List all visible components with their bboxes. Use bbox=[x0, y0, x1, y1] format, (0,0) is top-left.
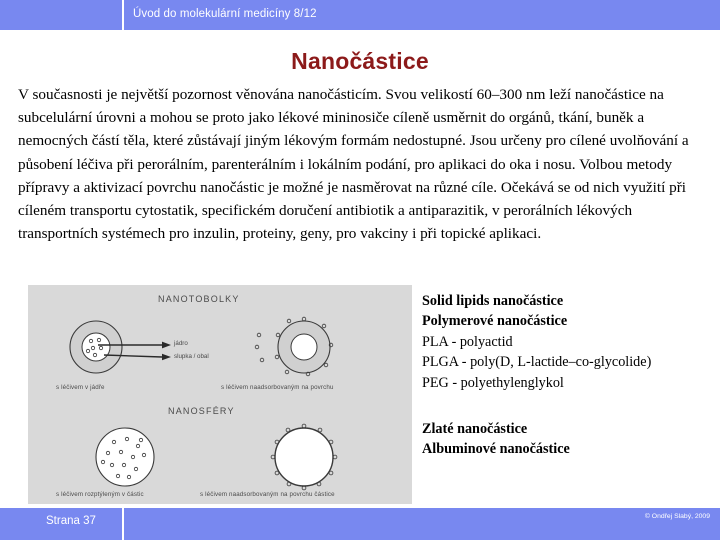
list-item-0: Solid lipids nanočástice bbox=[422, 293, 564, 309]
footer-copyright: © Ondřej Slabý, 2009 bbox=[644, 513, 710, 520]
page-title: Nanočástice bbox=[291, 48, 429, 74]
nanoparticle-type-list-secondary bbox=[422, 419, 716, 460]
figure-caption-top-left: s léčivem v jádře bbox=[56, 384, 105, 391]
body-paragraph: V současnosti je největší pozornost věnována nanočásticím. Svou velikostí 60–300 nm leží nanočástice na subcelulární úrovni a mohou se proto jako lékové mininosiče cíleně usměrnit do orgánů, tkání, buněk a nemocných částí těla, které zůstávají jiným lékovým formám nedostupné. Jsou určeny pro cílené uvolňování a působení léčiva při perorálním, parenterálním i lokálním podání, pro aplikaci do oka i nosu. Volbou metody přípravy a aktivizací povrchu nanočástic je možné je nasměrovat na různé cíle. Očekává se od nich využití při cíleném transportu cytostatik, specifickém doručení antibiotik a antiparazitik, v perorálních lékových transportních systémech pro inzulin, proteiny, geny, pro vakciny i při topické aplikaci. bbox=[18, 86, 689, 243]
diagram-svg bbox=[28, 285, 412, 504]
figure-caption-top-right: s léčivem naadsorbovaným na povrchu bbox=[221, 384, 334, 391]
figure-label-shell: slupka / obal bbox=[174, 353, 209, 360]
footer-page-number: Strana 37 bbox=[46, 515, 96, 527]
footer-bar bbox=[0, 508, 720, 540]
list-item-1: Polymerové nanočástice bbox=[422, 313, 568, 330]
footer-divider bbox=[122, 506, 124, 540]
nanoparticle-diagram bbox=[28, 285, 412, 504]
figure-caption-bottom-right: s léčivem naadsorbovaným na povrchu částice bbox=[200, 491, 335, 498]
list-item-3: PLGA - poly(D, L-lactide–co-glycolide) bbox=[422, 354, 652, 371]
nanoparticle-type-list-primary bbox=[422, 291, 716, 393]
list-item-0: Zlaté nanočástice bbox=[422, 421, 528, 437]
header-bar bbox=[0, 0, 720, 30]
figure-label-core: jádro bbox=[174, 340, 188, 347]
list-item-4: PEG - polyethylenglykol bbox=[422, 374, 564, 391]
figure-heading-nanospheres: NANOSFÉRY bbox=[168, 406, 235, 416]
figure-caption-bottom-left: s léčivem rozptýleným v částic bbox=[56, 491, 144, 498]
figure-heading-nanocapsules: NANOTOBOLKY bbox=[158, 294, 240, 304]
header-divider bbox=[122, 0, 124, 38]
header-title: Úvod do molekulární medicíny 8/12 bbox=[133, 8, 317, 20]
list-item-1: Albuminové nanočástice bbox=[422, 441, 570, 458]
list-item-2: PLA - polyactid bbox=[422, 333, 513, 350]
